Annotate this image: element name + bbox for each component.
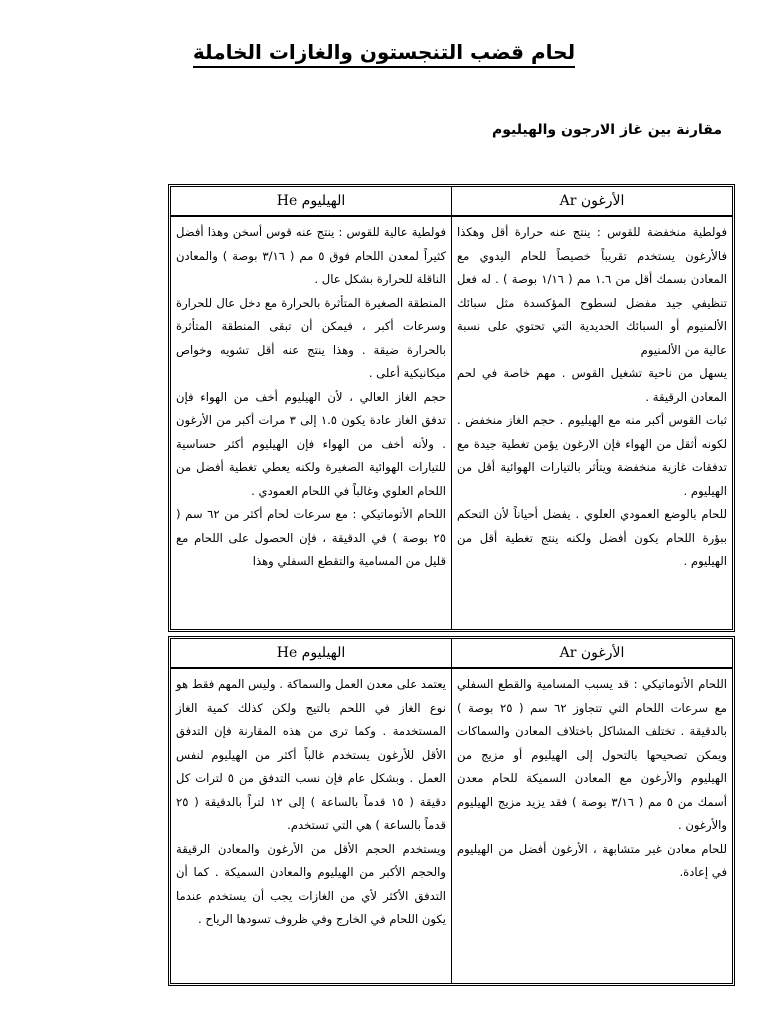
page-subtitle: مقارنة بين غاز الارجون والهيليوم — [491, 122, 722, 138]
table-header-row — [171, 187, 732, 217]
comparison-table-1 — [168, 184, 735, 632]
helium-paragraph: المنطقة الصغيرة المتأثرة بالحرارة مع دخل عال للحرارة وسرعات أكبر ، فيمكن أن تبقى المنطقة المتأثرة بالحرارة ضيقة . وهذا ينتج عنه أقل تشويه وخواص ميكانيكية أعلى . — [176, 295, 446, 380]
helium-paragraph: حجم الغاز العالي ، لأن الهيليوم أخف من الهواء فإن تدفق الغاز عادة يكون ١.٥ إلى ٣ مرات أكبر من الأرغون . ولأنه أخف من الهواء فإن الهيليوم أكثر حساسية للتيارات الهوائية الصغيرة ولكنه يعطي تغطية أفضل من اللحام العلوي وغالباً في اللحام العمودي . — [176, 389, 446, 498]
argon-paragraph: اللحام الأتوماتيكي : قد يسبب المسامية والقطع السفلي مع سرعات اللحام التي تتجاوز ٦٢ سم ( ٢٥ بوصة ) بالدقيقة . تختلف المشاكل باختلاف المعادن والسماكات ويمكن تصحيحها بالتحول إلى الهيليوم أو مزيج من الهيليوم والأرغون مع المعادن السميكة للحام معدن أسمك من ٥ مم ( ٣/١٦ بوصة ) فقد يزيد مزيج الهيليوم والأرغون . — [457, 677, 728, 832]
helium-paragraph: ويستخدم الحجم الأقل من الأرغون والمعادن الرقيقة والحجم الأكبر من الهيليوم والمعادن السميكة . كما أن التدفق الأكثر لأي من الغازات يجب أن يستخدم عندما يكون اللحام في الخارج وفي ظروف تسودها الرياح . — [176, 841, 446, 926]
argon-paragraph: للحام معادن غير متشابهة ، الأرغون أفضل من الهيليوم في إعادة. — [457, 841, 727, 879]
helium-paragraph: فولطية عالية للقوس : ينتج عنه قوس أسخن وهذا أفضل كثيراً لمعدن اللحام فوق ٥ مم ( ٣/١٦ بوصة ) والمعادن الناقلة للحرارة بشكل عال . — [176, 225, 446, 286]
comparison-table-2 — [168, 636, 735, 986]
helium-paragraph: اللحام الأتوماتيكي : مع سرعات لحام أكثر من ٦٢ سم ( ٢٥ بوصة ) في الدقيقة ، فإن الحصول على اللحام مع قليل من المسامية والتقطع السفلي وهذا — [176, 507, 447, 568]
argon-paragraph: ثبات القوس أكبر منه مع الهيليوم . حجم الغاز منخفض . لكونه أثقل من الهواء فإن الارغون يؤمن تغطية جيدة مع تدفقات غازية منخفضة ويتأثر بالتيارات الهوائية أقل من الهيليوم . — [457, 413, 727, 498]
column-header-helium: الهيليوم He — [171, 639, 452, 667]
argon-paragraph: للحام بالوضع العمودي العلوي . يفضل أحياناً لأن التحكم ببؤرة اللحام يكون أفضل ولكنه ينتج تغطية أقل من الهيليوم . — [457, 507, 727, 568]
page-title: لحام قضب التنجستون والغازات الخاملة — [0, 40, 768, 64]
helium-paragraph: يعتمد على معدن العمل والسماكة . وليس المهم فقط هو نوع الغاز في اللحم بالتيج ولكن كذلك كمية الغاز المستخدمة . وكما ترى من هذه المقارنة فإن التدفق الأقل للأرغون يستخدم غالباً أكثر من الهيليوم لنفس العمل . وبشكل عام فإن نسب التدفق من ٥ لترات كل دقيقة ( ١٥ قدماً بالساعة ) إلى ١٢ لتراً بالدقيقة ( ٢٥ قدماً بالساعة ) هي التي تستخدم. — [176, 677, 446, 832]
column-header-argon: الأرغون Ar — [559, 645, 625, 661]
table-body-row — [171, 217, 732, 629]
column-header-helium: الهيليوم He — [171, 187, 452, 215]
table-header-row — [171, 639, 732, 669]
argon-cell — [452, 669, 732, 983]
argon-cell — [452, 217, 732, 629]
argon-paragraph: فولطية منخفضة للقوس : ينتج عنه حرارة أقل وهكذا فالأرغون يستخدم تقريباً خصيصاً للحام اليدوي مع المعادن بسمك أقل من ١.٦ مم ( ١/١٦ بوصة ) . له فعل تنظيفي جيد مفضل لسطوح المؤكسدة مثل سبائك الألمنيوم أو السبائك الحديدية التي تحتوي على نسبة عالية من الألمنيوم — [457, 225, 728, 357]
column-header-argon: الأرغون Ar — [559, 193, 625, 209]
helium-cell — [171, 669, 452, 983]
table-body-row — [171, 669, 732, 983]
helium-cell — [171, 217, 452, 629]
argon-paragraph: يسهل من ناحية تشغيل القوس . مهم خاصة في لحم المعادن الرقيقة . — [457, 366, 727, 404]
